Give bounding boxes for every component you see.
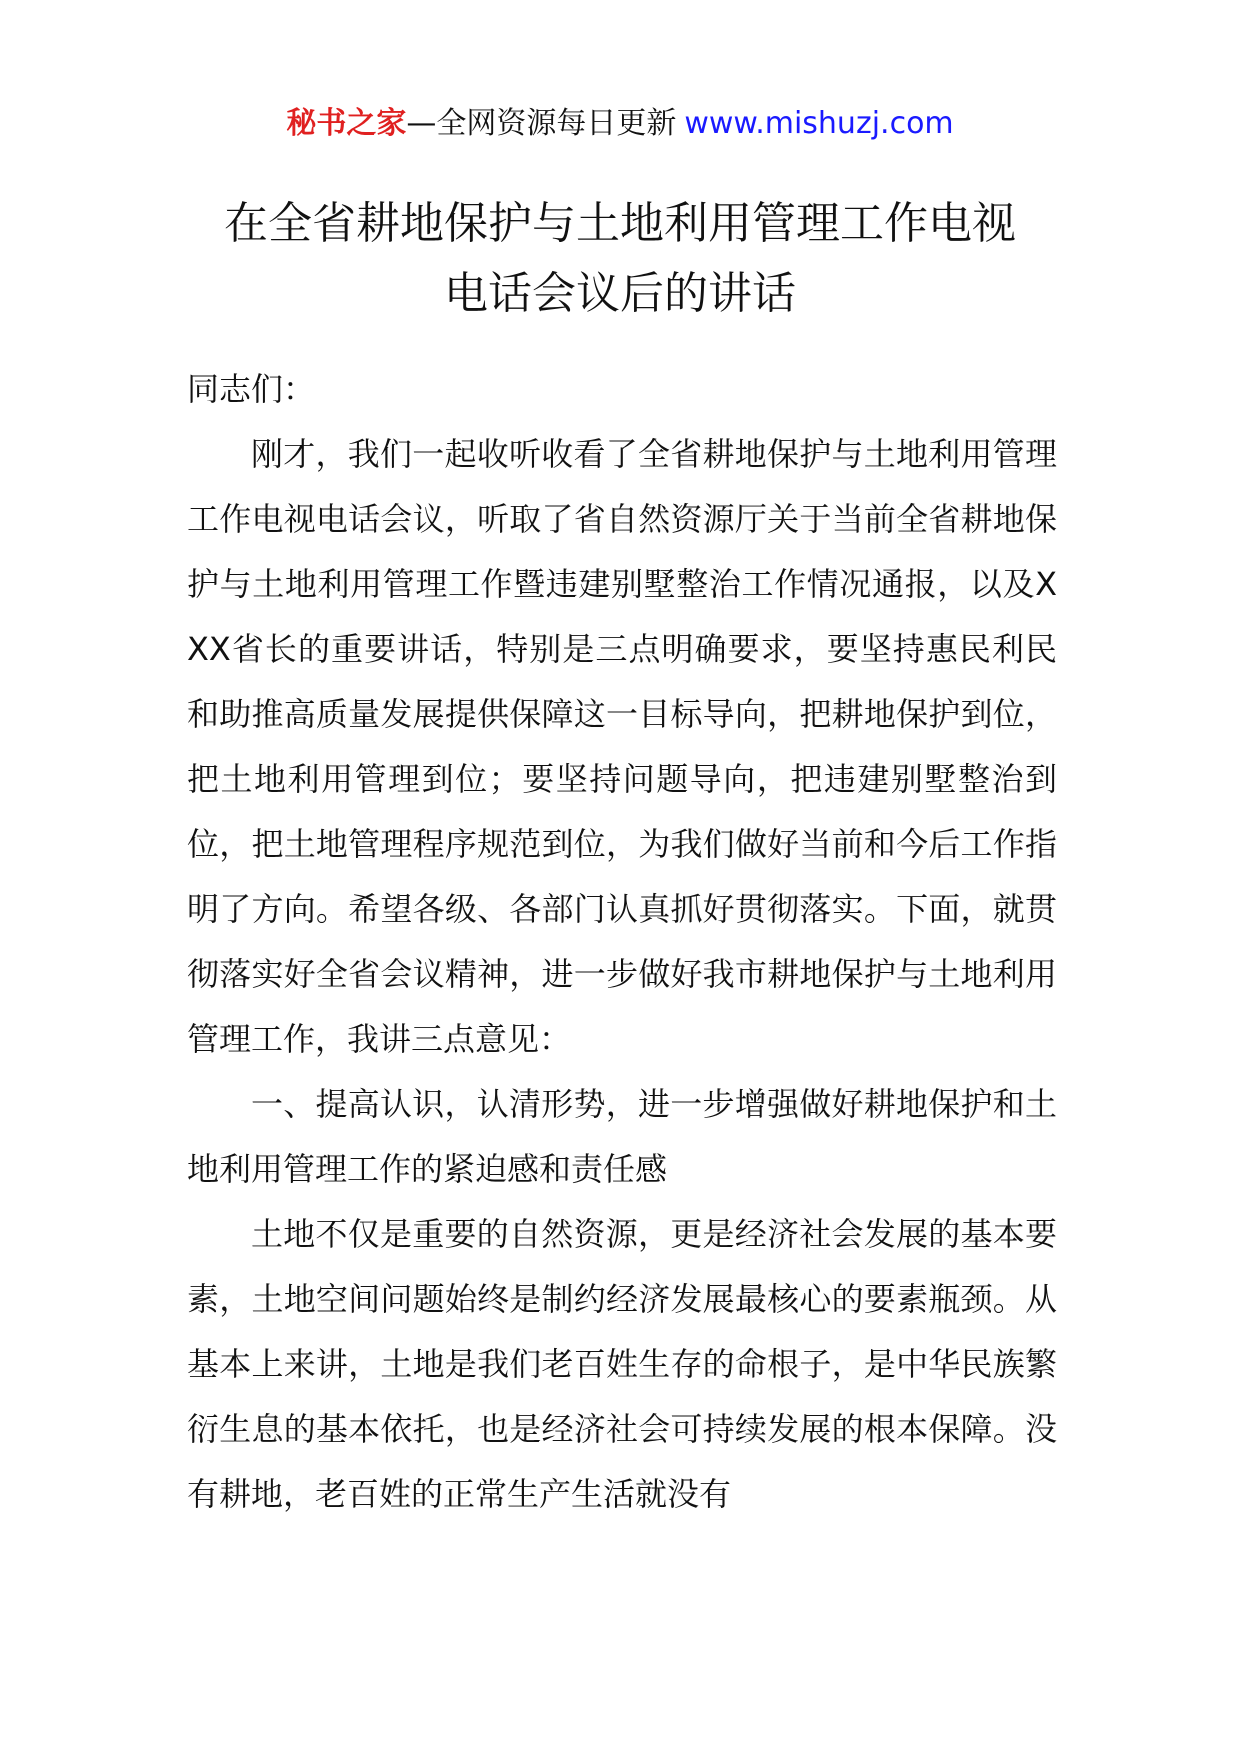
watermark-tagline: —全网资源每日更新 — [406, 106, 677, 141]
section-heading-1: 一、提高认识，认清形势，进一步增强做好耕地保护和土地利用管理工作的紧迫感和责任感 — [187, 1085, 1057, 1188]
document-title-line-2: 电话会议后的讲话 — [444, 268, 796, 320]
document-title-line-1: 在全省耕地保护与土地利用管理工作电视 — [224, 198, 1016, 250]
salutation: 同志们： — [187, 370, 316, 408]
document-body — [187, 357, 1057, 1527]
site-watermark — [0, 100, 1240, 148]
paragraph-land-importance: 土地不仅是重要的自然资源，更是经济社会发展的基本要素，土地空间问题始终是制约经济发展最核心的要素瓶颈。从基本上来讲，土地是我们老百姓生存的命根子，是中华民族繁衍生息的基本依托，也是经济社会可持续发展的根本保障。没有耕地，老百姓的正常生产生活就没有 — [187, 1215, 1057, 1513]
watermark-url[interactable]: www.mishuzj.com — [684, 106, 954, 141]
document-title — [150, 189, 1090, 329]
watermark-brand: 秘书之家 — [286, 106, 407, 141]
paragraph-intro: 刚才，我们一起收听收看了全省耕地保护与土地利用管理工作电视电话会议，听取了省自然资源厅关于当前全省耕地保护与土地利用管理工作暨违建别墅整治工作情况通报，以及XXX省长的重要讲话，特别是三点明确要求，要坚持惠民利民和助推高质量发展提供保障这一目标导向，把耕地保护到位，把土地利用管理到位；要坚持问题导向，把违建别墅整治到位，把土地管理程序规范到位，为我们做好当前和今后工作指明了方向。希望各级、各部门认真抓好贯彻落实。下面，就贯彻落实好全省会议精神，进一步做好我市耕地保护与土地利用管理工作，我讲三点意见： — [187, 435, 1057, 1058]
